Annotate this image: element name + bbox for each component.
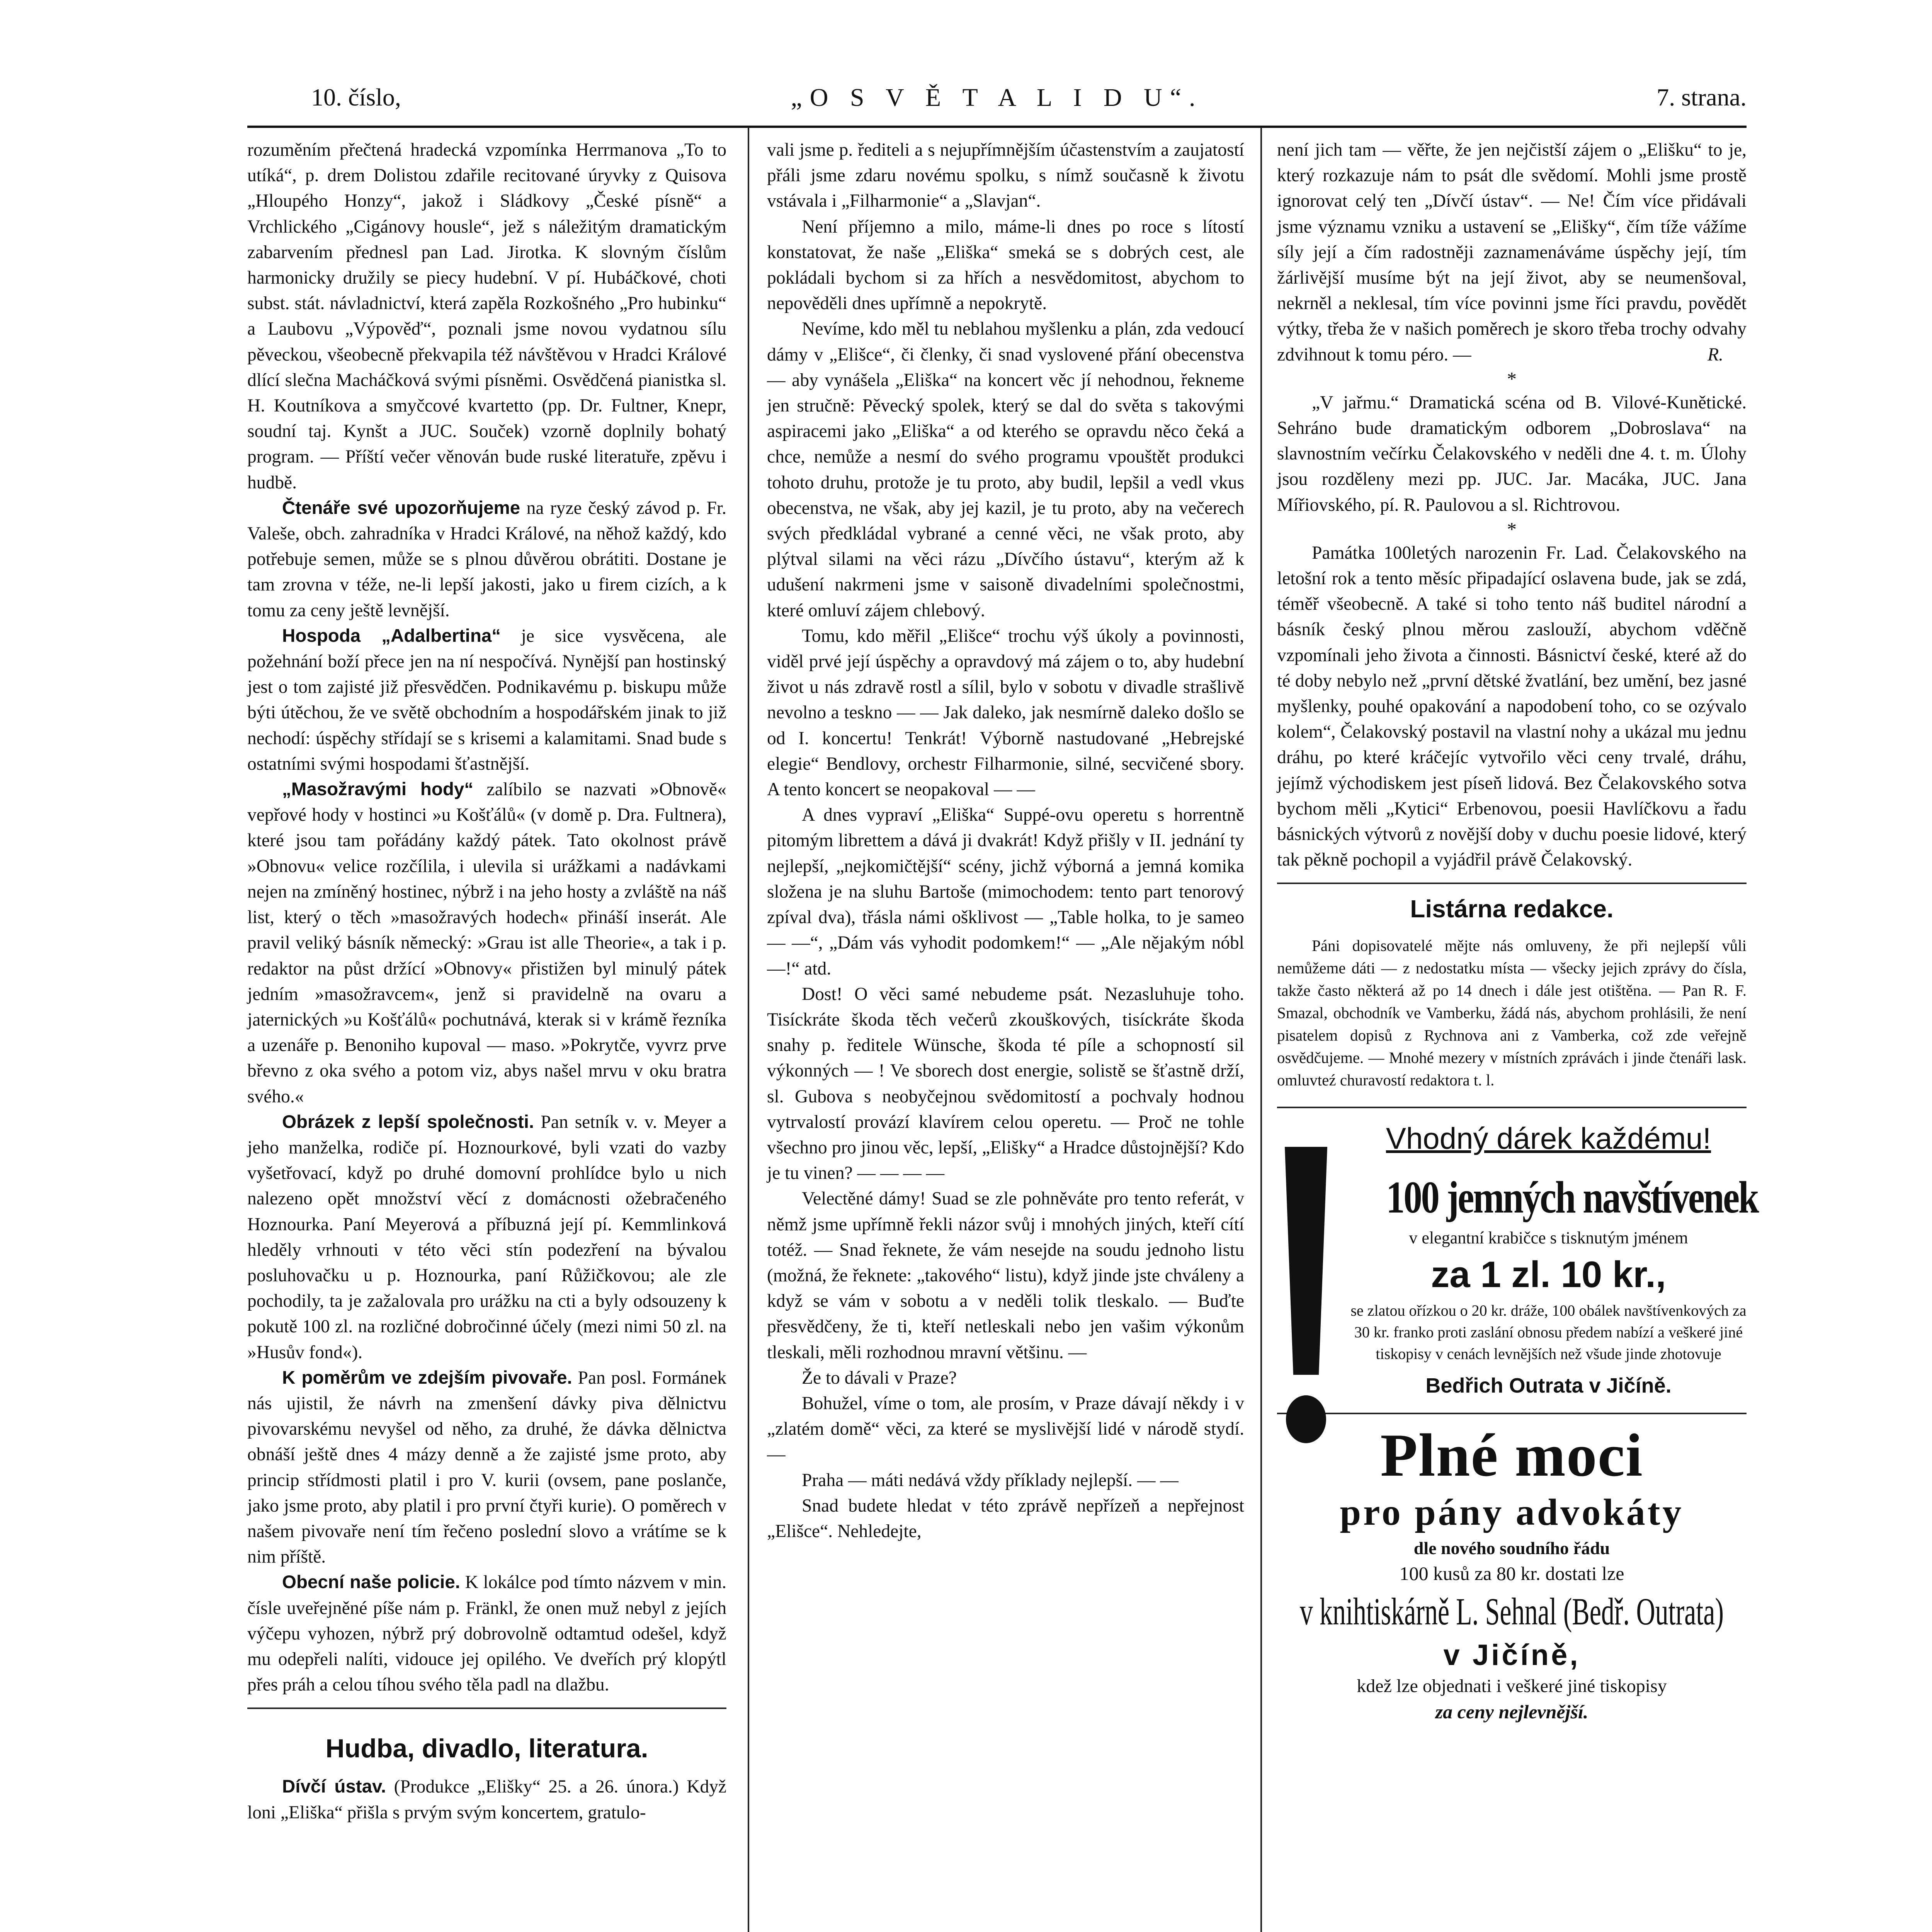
ad2-printer: v knihtiskárně L. Sehnal (Bedř. Outrata)	[1299, 1590, 1724, 1633]
listarna-title: Listárna redakce.	[1410, 895, 1614, 923]
article-text: vali jsme p. řediteli a s nejupřímnějším účastenstvím a zaujatostí přáli jsme zdaru novému spolku, s nímž současně k životu vstávala i „Filharmonie“ a „Slavjan“.	[767, 140, 1244, 211]
article-text: Pan setník v. v. Meyer a jeho manželka, rodiče pí. Hoznourkové, byli vzati do vazby vyšetřovací, když po druhé domovní prohlídce bylo u nich nalezeno opět množství věcí z domácnosti ožebračeného Hoznourka. Paní Meyerová a příbuzná její pí. Kemmlinková hleděly vrhnouti v této věci stín podezření na bývalou posluhovačku u p. Hoznourka, paní Růžičkovou; ale zle pochodily, ta je zažalovala pro urážku na cti a byly odsouzeny k pokutě 100 zl. na rozličné dobročinné účely (mezi nimi 50 zl. na »Husův fond«).	[247, 1112, 727, 1362]
ad-headline: 100 jemných navštívenek	[1386, 1172, 1758, 1223]
article-text: je sice vysvěcena, ale požehnání boží přece jen na ní nespočívá. Nynější pan hostinský jest o tom zajisté již přesvědčen. Podnikavému p. biskupu může býti útěchou, že ve světě obchodním a hospodářském jinak to již nechodí: úspěchy střídají se s krisemi a kalamitami. Snad bude s ostatními svými hospodami šťastnější.	[247, 626, 726, 774]
article-signature: R.	[1708, 344, 1723, 365]
article-text: Velectěné dámy! Suad se zle pohněváte pro tento referát, v němž jsme upřímně řekli názor svůj i mnohých jiných, kteří cítí totéž. — Snad řeknete, že vám nesejde na soudu jednoho listu (možná, že řeknete: „takového“ listu), když jinde jste chváleny a když se vám v sobotu a v neděli tolik tleskalo. — Buďte přesvědčeny, že ti, kteří netleskali nebo jen vašim výkonům tleskali, měli rozhodnou mravní většinu. —	[767, 1189, 1244, 1362]
article-paragraph	[247, 1365, 726, 1570]
article-text: Nevíme, kdo měl tu neblahou myšlenku a plán, zda vedoucí dámy v „Elišce“, či členky, či snad vyslovené přání obecenstva — aby vynášela „Eliška“ na koncert věc jí nehodnou, řekneme jen stručně: Pěvecký spolek, který se dal do světa s takovými aspiracemi jako „Eliška“ a od kterého se opravdu něco čeká a chce, nemůže a nesmí do svého programu vpouštět produkci tohoto druhu, protože je tu proto, aby budil, lepšil a vedl vkus obecenstva, ne však, aby jej kazil, je tu proto, aby na večerech svých předkládal vybrané a cenné věci, ne však proto, aby plýtval silami na věci rázu „Dívčího ústavu“, kterým až k udušení nakrmeni jsme v saisoně divadelními společnostmi, které omluví zájem chlebový.	[767, 319, 1244, 621]
article-paragraph	[247, 1570, 726, 1697]
issue-number: 10. číslo,	[311, 83, 401, 111]
article-paragraph	[1277, 137, 1747, 367]
article-paragraph	[247, 1109, 726, 1365]
power-of-attorney-ad	[1277, 1423, 1747, 1725]
article-heading: „Masožravými hody“	[282, 779, 474, 800]
ad-text: se zlatou ořízkou o 20 kr. dráže, 100 obálek navštívenkových za 30 kr. franko proti zaslání obnosu předem nabízí a veškeré jiné tiskopisy v cenách levnějších než všude jinde zhotovuje	[1350, 1302, 1747, 1363]
article-text: Není příjemno a milo, máme-li dnes po roce s lítostí konstatovat, že naše „Eliška“ smeká se s dobrých cest, ale pokládali bychom si za hřích a nesvědomitost, abychom to nepověděli dnes upřímně a nepokrytě.	[767, 216, 1244, 314]
column-divider	[748, 128, 749, 1932]
article-heading: K poměrům ve zdejším pivovaře.	[282, 1367, 572, 1388]
article-text: Praha — máti nedává vždy příklady nejlepší. — —	[802, 1470, 1179, 1490]
section-rule	[1277, 883, 1747, 884]
article-heading: Čtenáře své upozorňujeme	[282, 497, 520, 518]
article-text: Památka 100letých narozenin Fr. Lad. Čelakovského na letošní rok a tento měsíc připadající oslavena bude, jak se zdá, téměř všeobecně. A také si toho tento náš buditel národní a básník český plnou měrou zaslouží, abychom vděčně vzpomínali jeho života a činnosti. Básnictví české, které až do té doby nebylo než „první dětské žvatlání, bez umění, bez jasné myšlenky, pouhé opakování a napodobení toho, co se ozývalo kolem“, Čelakovský postavil na vlastní nohy a ukázal mu jednu dráhu, po které kráčejíc vytvořilo věci ceny trvalé, dráhu, jejímž východiskem jest píseň lidová. Bez Čelakovského sotva bychom měli „Kytici“ Erbenovou, poesii Havlíčkovu a řadu básnických výtvorů z novější doby v duchu poesie lidové, který tak pěkně pochopil a vyjádřil právě Čelakovský.	[1277, 543, 1747, 870]
article-text: A dnes vypraví „Eliška“ Suppé-ovu operetu s horrentně pitomým librettem a dává ji dvakrát! Když přišly v II. jednání ty nejlepší, „nejkomičtější“ scény, jichž výborná a jemná komika složena je na sluhu Bartoše (mimochodem: tento part tenorový zpíval dva), třásla námi ošklivost — „Table holka, to je sameo — —“, „Dám vás vyhodit podomkem!“ — „Ale nějakým nóbl —!“ atd.	[767, 805, 1244, 979]
article-text: Že to dávali v Praze?	[802, 1367, 957, 1388]
ad2-subheadline: pro pány advokáty	[1340, 1492, 1684, 1534]
column-3	[1277, 137, 1758, 1725]
article-text: rozuměním přečtená hradecká vzpomínka Herrmanova „To to utíká“, p. drem Dolistou zdařile recitované úryvky z Quisova „Hloupého Honzy“, jakož i Sládkovy „České písně“ a Vrchlického „Cigánovy housle“, jež s náležitým dramatickým zabarvením přednesl pan Lad. Jirotka. K slovným číslům harmonicky družily se piecy hudební. V pí. Hubáčkové, choti subst. stát. návladnictví, která zapěla Rozkošného „Pro hubinku“ a Laubovu „Výpověď“, poznali jsme novou vydatnou sílu pěveckou, všeobecně překvapila též návštěvou v Hradci Králové dlící slečna Macháčková svými písněmi. Osvědčená pianistka sl. H. Koutníkova a smyčcové kvartetto (pp. Dr. Fultner, Knepr, soudní taj. Kynšt a JUC. Souček) vzorně doplnily bohatý program. — Příští večer věnován bude ruské literatuře, zpěvu i hudbě.	[247, 140, 726, 493]
article-text: Tomu, kdo měřil „Elišce“ trochu výš úkoly a povinnosti, viděl prvé její úspěchy a opravdový má zájem o to, aby hudební život u nás zdravě rostl a sílil, bylo v sobotu v divadle strašlivě nevolno a teskno — — Jak daleko, jak nesmírně daleko došlo se od I. koncertu! Tenkrát! Výborně nastudované „Hebrejské elegie“ Bendlovy, orchestr Filharmonie, silné, secvičené sbory. A tento koncert se neopakoval — —	[767, 626, 1244, 800]
article-heading: Obecní naše policie.	[282, 1572, 460, 1593]
article-text: Bohužel, víme o tom, ale prosím, v Praze dávají někdy i v „zlatém domě“ věci, za které se myslivější lidé v národě stydí. —	[767, 1393, 1244, 1465]
ad-title: Vhodný dárek každému!	[1386, 1121, 1711, 1156]
article-text: není jich tam — věřte, že jen nejčistší zájem o „Elišku“ to je, který rozkazuje nám to psát dle svědomí. Mohli jsme prostě ignorovat celý ten „Dívčí ústav“. — Ne! Čím více přidávali jsme významu vzniku a ustavení se „Elišky“, čím tíže vážíme síly její a čím radostněji zaznamenáváme úspěchy její, tím žárlivější musíme být na její život, aby se neumenšoval, nekrněl a neklesal, tím více povinni jsme říci pravdu, povědět výtky, třeba že v našich poměrech je skoro třeba trochy odvahy zdvihnout k tomu péro. —	[1277, 140, 1747, 365]
page-number: 7. strana.	[1656, 83, 1747, 111]
article-text: „V jařmu.“ Dramatická scéna od B. Vilové-Kunětické. Sehráno bude dramatickým odborem „Dobroslava“ na slavnostním večírku Čelakovského v neděli dne 4. t. m. Úlohy jsou rozděleny mezi pp. JUC. Jar. Macáka, JUC. Jana Mířiovského, pí. R. Paulovou a sl. Richtrovou.	[1277, 392, 1747, 515]
article-text: Snad budete hledat v této zprávě nepřízeň a nepřejnost „Elišce“. Nehledejte,	[767, 1495, 1244, 1541]
section-rule	[1277, 1107, 1747, 1108]
section-rule	[1277, 1413, 1747, 1414]
ad2-line: dle nového soudního řádu	[1413, 1538, 1610, 1558]
business-card-ad	[1277, 1120, 1758, 1401]
listarna-text: Páni dopisovatelé mějte nás omluveny, že při nejlepší vůli nemůžeme dáti — z nedostatku místa — všecky jejich zprávy do čísla, takže často některá až po 14 dnech i dále jest otištěna. — Pan R. F. Smazal, obchodník ve Vamberku, žádá nás, abychom prohlásili, že není pisatelem dopisů z Rychnova ani z Vamberka, což zde veřejně osvědčujeme. — Mnohé mezery v místních zprávách i jinde čtenáři lask. omluvteź churavostí redaktora t. l.	[1277, 937, 1747, 1089]
article-text: na ryze český závod p. Fr. Valeše, obch. zahradníka v Hradci Králové, na něhož každý, kdo potřebuje semen, může se s plnou důvěrou obrátiti. Dostane je tam zrovna v téže, ne-li lepší jakosti, jako u firem cizích, a k tomu za ceny ještě levnější.	[247, 498, 727, 621]
ad2-line: 100 kusů za 80 kr. dostati lze	[1399, 1563, 1624, 1585]
column-1	[247, 137, 726, 1825]
section-rule	[247, 1708, 726, 1709]
ad2-line: za ceny nejlevnější.	[1435, 1701, 1588, 1723]
article-heading: Obrázek z lepší společnosti.	[282, 1111, 534, 1132]
ad2-headline: Plné moci	[1380, 1422, 1643, 1490]
page-header	[247, 83, 1747, 126]
ad2-town: v Jičíně,	[1443, 1639, 1580, 1672]
separator-asterisk: *	[1507, 518, 1517, 540]
article-text: K lokálce pod tímto názvem v min. čísle uveřejněné píše nám p. Fränkl, že onen muž nebyl z jejích výčepu vyhozen, nýbrž prý dobrovolně odtamtud odešel, když mu odepřeli nalíti, vidouce jej opilého. Ve dveřích prý klopýtl přes práh a celou tíhou svého těla padl na dlažbu.	[247, 1572, 727, 1695]
article-heading: Hospoda „Adalbertina“	[282, 625, 501, 646]
article-text: Dost! O věci samé nebudeme psát. Nezasluhuje toho. Tisíckráte škoda těch večerů zkouškových, tisíckráte škoda snahy p. ředitele Wünsche, škoda té píle a schopností sil výkonných — ! Ve sborech dost energie, solistě se šťastně drží, sl. Gubova s neobyčejnou svědomitostí a pochvaly hodnou vytrvalostí provází klavírem celou operetu. — Proč ne tohle všechno pro jinou věc, lepší, „Elišky“ a Hradce důstojnější? Kdo je tu vinen? — — — —	[767, 984, 1244, 1184]
article-paragraph	[247, 495, 726, 623]
article-text: (Produkce „Elišky“ 25. a 26. února.) Když loni „Eliška“ přišla s prvým svým koncertem, gratulo-	[247, 1777, 726, 1823]
header-rule	[247, 126, 1747, 128]
article-paragraph	[247, 777, 726, 1109]
ad2-line: kdež lze objednati i veškeré jiné tiskopisy	[1357, 1676, 1667, 1697]
ad-price: za 1 zl. 10 kr.,	[1431, 1254, 1666, 1296]
article-paragraph	[247, 1774, 726, 1825]
exclamation-mark-icon	[1277, 1147, 1335, 1448]
section-title: Hudba, divadlo, literatura.	[325, 1734, 648, 1764]
article-text: Pan posl. Formánek nás ujistil, že návrh na zmenšení dávky piva dělnictvu pivovarskému nevyšel od něho, za druhé, že dávka dělnictva obnáší ještě dnes 4 mázy denně a že zajisté jsme proto, aby princip střídmosti platil i pro V. kurii (ovsem, pane poslanče, jako jsme proto, aby platil i pro první čtyři kurie). O poměrech v našem pivovaře není tím řečeno poslední slovo a vrátíme se k nim příště.	[247, 1367, 727, 1567]
separator-asterisk: *	[1507, 367, 1517, 389]
article-text: zalíbilo se nazvati »Obnově« vepřové hody v hostinci »u Košťálů« (v domě p. Dra. Fultnera), které jsou tam pořádány každý pátek. Tato okolnost právě »Obnovu« velice rozčílila, i ulevila si urážkami a nadávkami nejen na zmíněný hostinec, nýbrž i na jeho hosty a zvláště na náš list, který o těch »masožravých hodech« přináší inserát. Ale pravil veliký básník německý: »Grau ist alle Theorie«, a tak i p. redaktor na půst držící »Obnovy« přistižen byl minulý pátek jedním »masožravcem«, jenž si pravidelně na ovaru a jaternických »u Košťálů« pochutnává, kterak si v krámě řezníka a uzenáře p. Benoniho kupoval — maso. »Pokrytče, vyvrz prve břevno z oka svého a potom viz, abys našel mrvu v oku bratra svého.«	[247, 779, 726, 1107]
newspaper-title: „O S V Ě T A L I D U“.	[791, 83, 1203, 112]
ad-signature: Bedřich Outrata v Jičíně.	[1425, 1374, 1672, 1398]
article-paragraph	[247, 623, 726, 777]
article-heading: Dívčí ústav.	[282, 1776, 386, 1797]
column-divider	[1260, 128, 1262, 1932]
ad-subtitle: v elegantní krabičce s tisknutým jménem	[1409, 1228, 1688, 1248]
column-2	[767, 137, 1244, 1544]
